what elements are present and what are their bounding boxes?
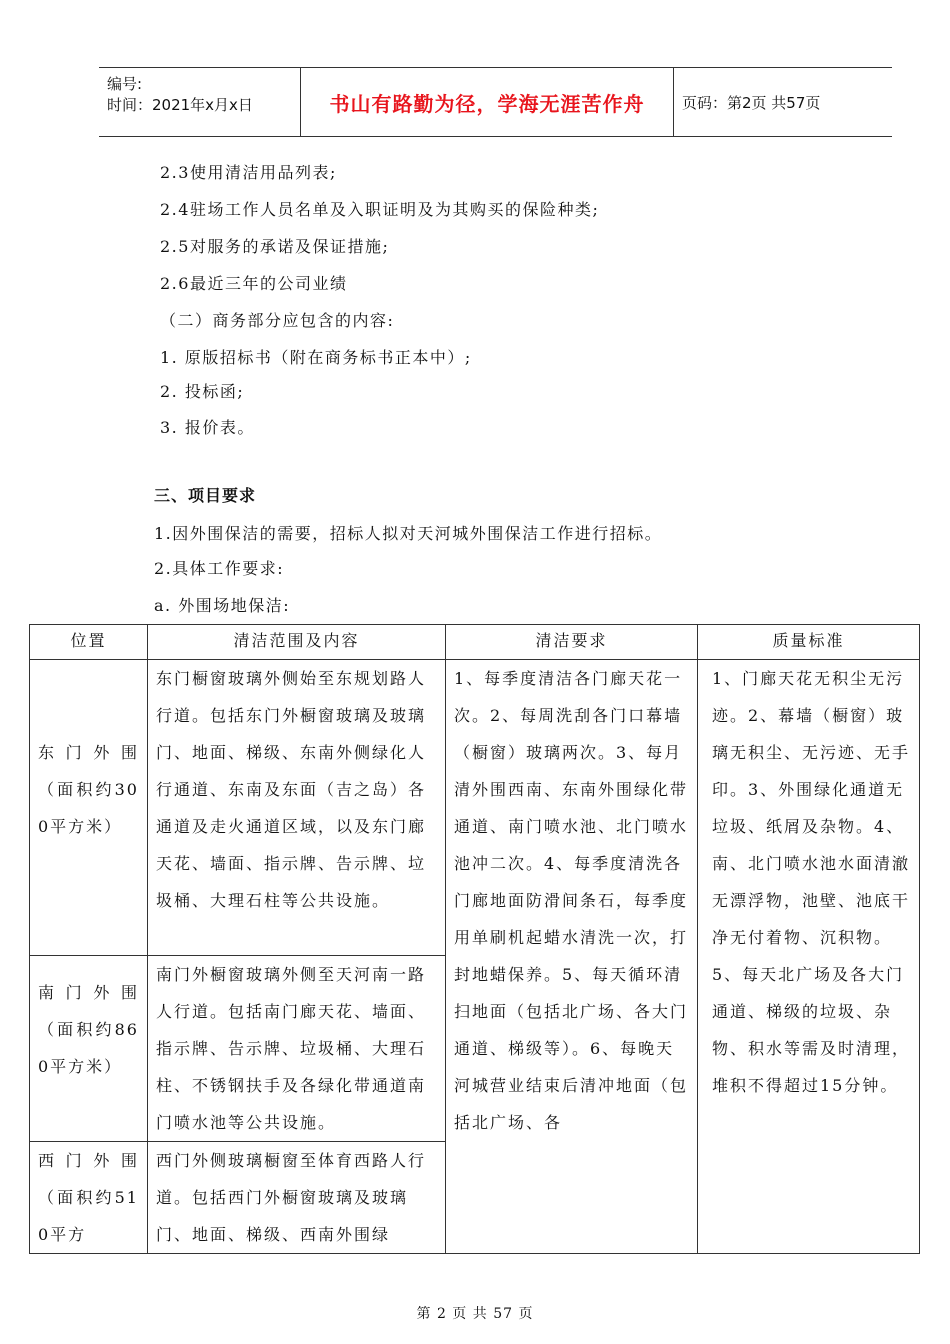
list-item: （二）商务部分应包含的内容: [160, 311, 395, 330]
table-header-row [30, 625, 920, 660]
standards-cell: 1、门廊天花无积尘无污迹。2、幕墙（橱窗）玻璃无积尘、无污迹、无手印。3、外围绿化通道无垃圾、纸屑及杂物。4、南、北门喷水池水面清澈无漂浮物，池壁、池底干净无付着物、沉积物。5、每天北广场及各大门通道、梯级的垃圾、杂物、积水等需及时清理，堆积不得超过15分钟。 [698, 660, 920, 1254]
list-item: 2. 投标函; [160, 382, 245, 401]
list-item: 2.4驻场工作人员名单及入职证明及为其购买的保险种类; [160, 200, 600, 219]
section-line: 1.因外围保洁的需要，招标人拟对天河城外围保洁工作进行招标。 [154, 524, 663, 543]
section-title: 三、项目要求 [154, 486, 257, 505]
scope-cell: 西门外侧玻璃橱窗至体育西路人行道。包括西门外橱窗玻璃及玻璃门、地面、梯级、西南外围绿 [148, 1142, 446, 1254]
table-row [30, 660, 920, 956]
scope-cell: 南门外橱窗玻璃外侧至天河南一路人行道。包括南门廊天花、墙面、指示牌、告示牌、垃圾桶、大理石柱、不锈钢扶手及各绿化带通道南门喷水池等公共设施。 [148, 956, 446, 1142]
header-location: 位置 [30, 625, 148, 660]
location-cell: 南门外围（面积约860平方米） [30, 956, 148, 1142]
time-label: 时间：2021年x月x日 [107, 96, 253, 114]
list-item: 2.3使用清洁用品列表; [160, 163, 337, 182]
section-line: a. 外围场地保洁: [154, 596, 291, 615]
header-motto: 书山有路勤为径，学海无涯苦作舟 [301, 68, 674, 136]
location-cell: 西门外围（面积约510平方 [30, 1142, 148, 1254]
section-line: 2.具体工作要求: [154, 559, 285, 578]
page-footer: 第 2 页 共 57 页 [416, 1306, 534, 1322]
list-item: 1. 原版招标书（附在商务标书正本中）; [160, 348, 472, 367]
scope-cell: 东门橱窗玻璃外侧始至东规划路人行道。包括东门外橱窗玻璃及玻璃门、地面、梯级、东南外侧绿化人行通道、东南及东面（吉之岛）各通道及走火通道区域，以及东门廊天花、墙面、指示牌、告示牌、垃圾桶、大理石柱等公共设施。 [148, 660, 446, 956]
header-requirements: 清洁要求 [446, 625, 698, 660]
header-scope: 清洁范围及内容 [148, 625, 446, 660]
code-label: 编号: [107, 75, 143, 93]
list-item: 2.5对服务的承诺及保证措施; [160, 237, 390, 256]
cleaning-table [29, 624, 920, 1254]
header-standards: 质量标准 [698, 625, 920, 660]
list-item: 3. 报价表。 [160, 418, 255, 437]
location-cell: 东门外围（面积约300平方米） [30, 660, 148, 956]
page-header [99, 67, 892, 137]
header-page-info: 页码：第2页 共57页 [682, 93, 821, 112]
list-item: 2.6最近三年的公司业绩 [160, 274, 348, 293]
requirements-cell: 1、每季度清洁各门廊天花一次。2、每周洗刮各门口幕墙（橱窗）玻璃两次。3、每月清外围西南、东南外围绿化带通道、南门喷水池、北门喷水池冲二次。4、每季度清洗各门廊地面防滑间条石，每季度用单刷机起蜡水清洗一次，打封地蜡保养。5、每天循环清扫地面（包括北广场、各大门通道、梯级等）。6、每晚天河城营业结束后清冲地面（包括北广场、各 [446, 660, 698, 1254]
header-meta [99, 68, 301, 136]
